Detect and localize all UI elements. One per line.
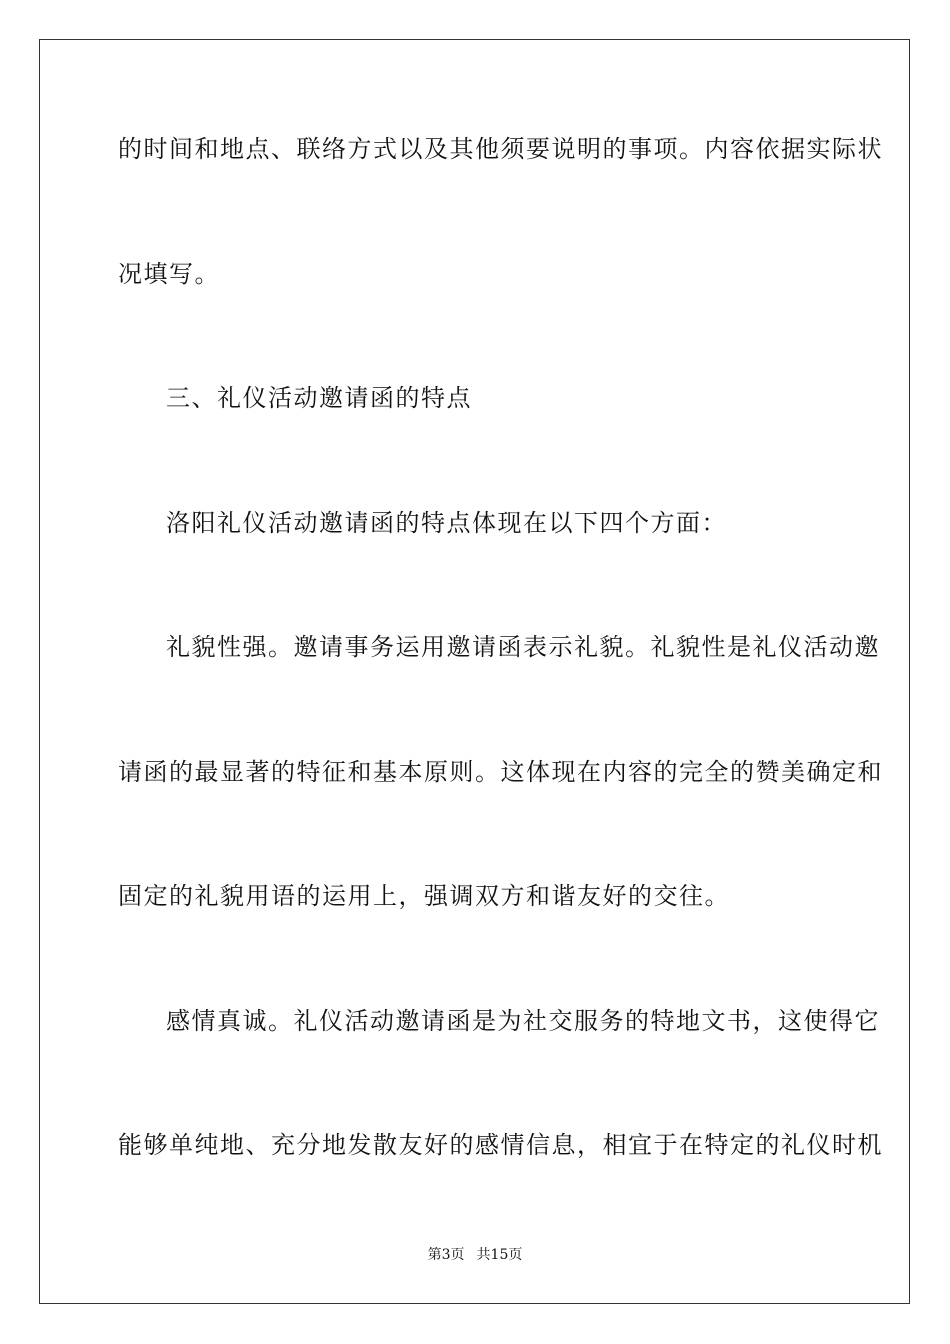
body-text-line: 况填写。 bbox=[118, 260, 220, 288]
paragraph-line: 感情真诚。礼仪活动邀请函是为社交服务的特地文书，这使得它 bbox=[166, 1007, 880, 1035]
paragraph-line: 能够单纯地、充分地发散友好的感情信息，相宜于在特定的礼仪时机 bbox=[118, 1131, 883, 1159]
paragraph-intro: 洛阳礼仪活动邀请函的特点体现在以下四个方面： bbox=[166, 509, 727, 537]
section-heading: 三、礼仪活动邀请函的特点 bbox=[166, 384, 472, 412]
body-text-line: 的时间和地点、联络方式以及其他须要说明的事项。内容依据实际状 bbox=[118, 135, 883, 163]
page-footer bbox=[0, 1246, 950, 1264]
page-number: 第3页 bbox=[427, 1247, 465, 1263]
paragraph-line: 礼貌性强。邀请事务运用邀请函表示礼貌。礼貌性是礼仪活动邀 bbox=[166, 633, 880, 661]
paragraph-line: 固定的礼貌用语的运用上，强调双方和谐友好的交往。 bbox=[118, 882, 730, 910]
total-pages: 共15页 bbox=[476, 1247, 523, 1263]
page-border bbox=[39, 39, 910, 1304]
paragraph-line: 请函的最显著的特征和基本原则。这体现在内容的完全的赞美确定和 bbox=[118, 758, 883, 786]
